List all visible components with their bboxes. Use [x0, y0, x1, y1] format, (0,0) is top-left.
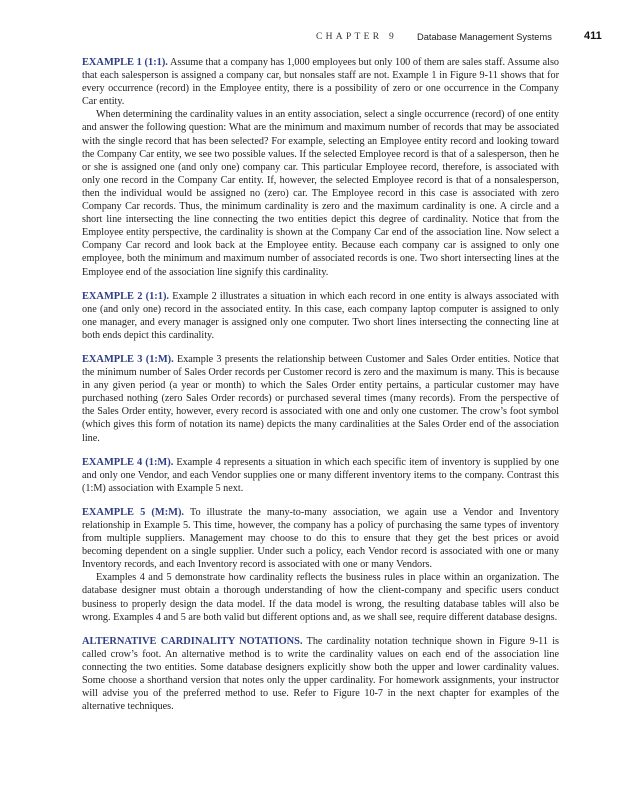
- page-number: 411: [584, 30, 602, 42]
- paragraph-example-1: [82, 56, 559, 108]
- section-title: Database Management Systems: [417, 32, 552, 42]
- paragraph-text: When determining the cardinality values in an entity association, select a single occurrence (record) of one entity and answer the following question: What are the minimum and maximum number of records that may be associated with the single record that has been selected? For example, selecting an Employee entity record and looking toward the Company Car entity, we see two possible values. If the selected Employee record is that of a salesperson, then he or she is assigned one (and only one) company car. This particular Employee record, therefore, is associated with only one record in the Company Car entity. If, however, the selected Employee record is that of a nonsalesperson, then the individual would be assigned no (zero) car. The Employee record in this case is associated with zero Company Car records. Thus, the minimum cardinality is zero and the maximum cardinality is one. A circle and a short line intersecting the line connecting the two entities depict this degree of cardinality. Notice that from the Employee entity perspective, the cardinality is shown at the Company Car end of the association line. Now select a Company Car record and look back at the Employee entity. Because each company car is assigned to only one employee, both the minimum and maximum number of associated records is one. Two short intersecting lines at the Employee end of the association line signify this cardinality.: [82, 109, 559, 278]
- running-header: [0, 30, 639, 46]
- paragraph-text: To illustrate the many-to-many association, we again use a Vendor and Inventory relationship in Example 5. This time, however, the company has a policy of purchasing the same types of inventory from multiple suppliers. Management may choose to do this to ensure that they get the best prices or avoid becoming dependent on a single supplier. Under such a policy, each Vendor record is associated with one or many Inventory records, and each Inventory record is associated with one or many Vendors.: [82, 506, 559, 571]
- chapter-number: 9: [389, 32, 394, 42]
- paragraph-business-rules: [82, 571, 559, 623]
- paragraph-cardinality-explanation: [82, 108, 559, 278]
- paragraph-text: Example 3 presents the relationship between Customer and Sales Order entities. Notice that the minimum number of Sales Order records per Customer record is zero and the maximum is many. This is because in any given period (a year or month) to which the Sales Order entity pertains, a particular customer may have purchased nothing (zero Sales Order records) or purchased several times (many records). From the perspective of the Sales Order entity, however, every record is associated with one and only one customer. The crow’s foot symbol (which gives this form of notation its name) depicts the many cardinalities at the Sales Order end of the association line.: [82, 353, 560, 444]
- paragraph-heading: EXAMPLE 1 (1:1).: [82, 57, 168, 68]
- paragraph-example-2: [82, 290, 559, 342]
- paragraph-heading: EXAMPLE 4 (1:M).: [82, 456, 174, 468]
- chapter-label: CHAPTER: [316, 32, 383, 42]
- paragraph-text: Example 4 represents a situation in which each specific item of inventory is supplied by one and only one Vendor, and each Vendor supplies one or many different inventory items to the company. Contrast this (1:M) association with Example 5 next.: [82, 456, 560, 494]
- paragraph-text: Assume that a company has 1,000 employees but only 100 of them are sales staff. Assume also that each salesperson is assigned a company car, but nonsales staff are not. Example 1 in Figure 9-11 shows that for every occurrence (record) in the Employee entity, there is a possibility of zero or one occurrence in the Company Car entity.: [82, 57, 560, 108]
- paragraph-text: Example 2 illustrates a situation in which each record in one entity is always associated with one (and only one) record in the associated entity. In this case, each company laptop computer is assigned to only one manager, and every manager is assigned only one computer. Two short lines intersecting the connecting line at both ends depict this cardinality.: [82, 290, 560, 341]
- body-text: [82, 56, 559, 713]
- paragraph-heading: EXAMPLE 2 (1:1).: [82, 290, 170, 302]
- paragraph-example-3: [82, 353, 559, 445]
- paragraph-text: Examples 4 and 5 demonstrate how cardinality reflects the business rules in place within an organization. The database designer must obtain a thorough understanding of how the client-company and specific users conduct business to properly design the data model. If the data model is wrong, the resulting database tables will also be wrong. Examples 4 and 5 are both valid but different options and, as we shall see, require different database designs.: [82, 572, 559, 623]
- paragraph-heading: ALTERNATIVE CARDINALITY NOTATIONS.: [82, 635, 303, 647]
- paragraph-heading: EXAMPLE 5 (M:M).: [82, 506, 185, 518]
- paragraph-heading: EXAMPLE 3 (1:M).: [82, 353, 174, 365]
- paragraph-text: The cardinality notation technique shown in Figure 9-11 is called crow’s foot. An alternative method is to write the cardinality values on each end of the association line connecting the two entities. Some database designers explicitly show both the upper and lower cardinality values. Some choose a shorthand version that notes only the upper cardinality. For homework assignments, your instructor will advise you of the preferred method to use. Refer to Figure 10-7 in the next chapter for examples of the alternative techniques.: [82, 635, 559, 713]
- paragraph-alternative-notations: [82, 635, 559, 714]
- paragraph-example-4: [82, 456, 559, 495]
- paragraph-example-5: [82, 506, 559, 571]
